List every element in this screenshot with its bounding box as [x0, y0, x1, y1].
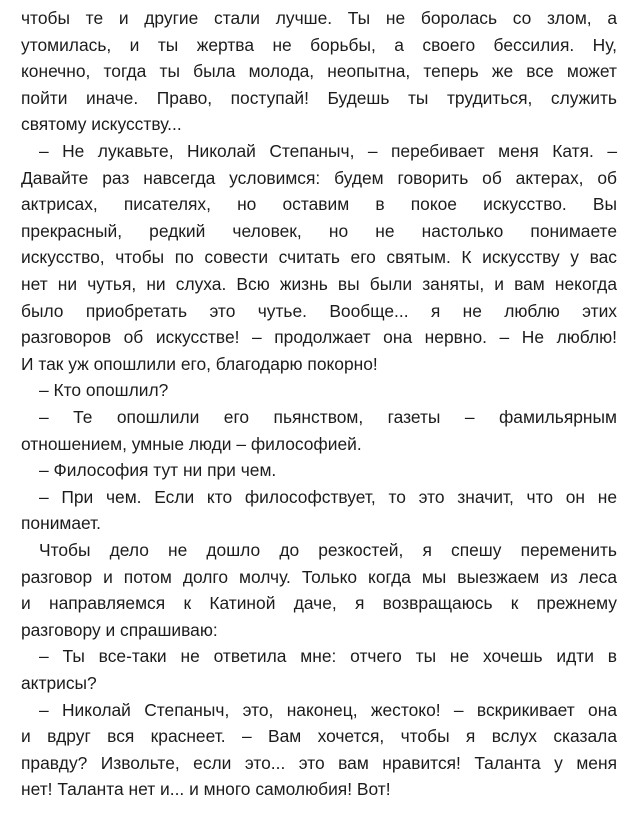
text-line: – Не лукавьте, Николай Степаныч, – перебивает меня Катя. –	[39, 141, 617, 161]
text-line: Чтобы дело не дошло до резкостей, я спешу переменить	[39, 540, 617, 560]
text-line: – Философия тут ни при чем.	[39, 460, 277, 481]
text-line: и направляемся к Катиной даче, я возвращаюсь к прежнему	[21, 593, 617, 614]
text-line: разговоров об искусстве! – продолжает она нервно. – Не люблю!	[21, 327, 617, 348]
text-line: И так уж опошлили его, благодарю покорно!	[21, 353, 378, 374]
text-line: – Николай Степаныч, это, наконец, жестоко! – вскрикивает она	[39, 699, 617, 720]
text-line: актрисах, писателях, но оставим в покое искусство. Вы	[21, 194, 617, 215]
text-line: разговор и потом долго молчу. Только когда мы выезжаем из леса	[21, 566, 617, 587]
text-line: – Ты все-таки не ответила мне: отчего ты не хочешь идти в	[39, 646, 617, 667]
text-line: разговору и спрашиваю:	[21, 619, 218, 640]
text-line: и вдруг вся краснеет. – Вам хочется, чтобы я вслух сказала	[21, 726, 617, 747]
text-line: искусство, чтобы по совести считать его святым. К искусству у вас	[21, 247, 617, 268]
text-line: было приобретать это чутье. Вообще... я не люблю этих	[21, 300, 617, 321]
text-line: – Те опошлили его пьянством, газеты – фамильярным	[39, 407, 617, 427]
text-line: правду? Извольте, если это... это вам нравится! Таланта у меня	[21, 752, 617, 773]
text-line: – Кто опошлил?	[39, 380, 169, 401]
text-line: отношением, умные люди – философией.	[21, 433, 362, 454]
text-line: святому искусству...	[21, 114, 182, 135]
text-line: утомилась, и ты жертва не борьбы, а своего бессилия. Ну,	[21, 34, 617, 55]
text-line: конечно, тогда ты была молода, неопытна, теперь же все может	[21, 61, 617, 82]
text-line: нет ни чутья, ни слуха. Всю жизнь вы были заняты, и вам некогда	[21, 274, 617, 294]
text-line: актрисы?	[21, 673, 97, 693]
text-line: – При чем. Если кто философствует, то это значит, что он не	[39, 486, 617, 507]
text-line: чтобы те и другие стали лучше. Ты не боролась со злом, а	[21, 8, 617, 28]
text-line: Давайте раз навсегда условимся: будем говорить об актерах, об	[21, 167, 617, 188]
text-line: понимает.	[21, 513, 101, 534]
text-line: нет! Таланта нет и... и много самолюбия! Вот!	[21, 779, 391, 800]
text-line: пойти иначе. Право, поступай! Будешь ты трудиться, служить	[21, 87, 617, 108]
text-line: прекрасный, редкий человек, но не настолько понимаете	[21, 220, 617, 241]
